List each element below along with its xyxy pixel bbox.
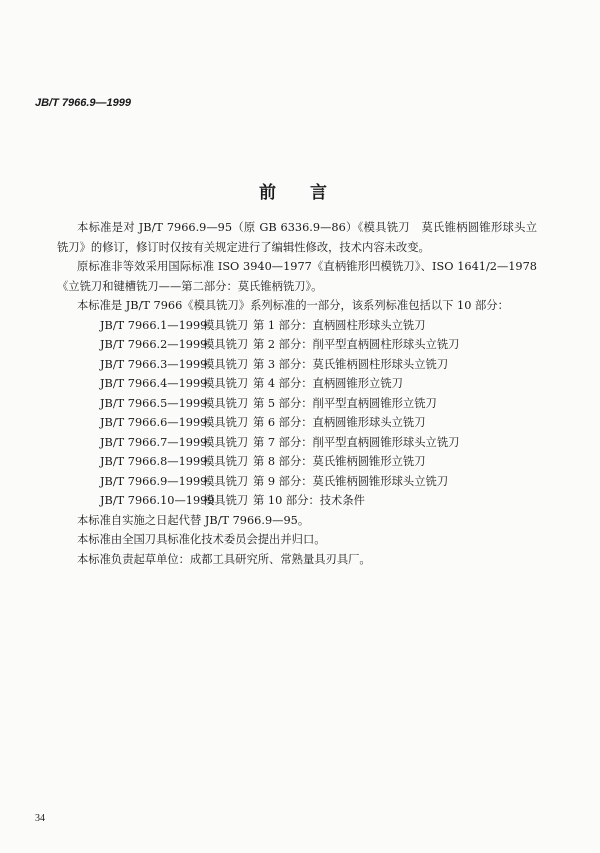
list-item-name: 模具铣刀 xyxy=(203,455,249,468)
list-item-code: JB/T 7966.8—1999 xyxy=(100,455,208,468)
paragraph: 本标准由全国刀具标准化技术委员会提出并归口。 xyxy=(77,533,326,546)
list-item-part: 第 9 部分：莫氏锥柄圆锥形球头立铣刀 xyxy=(253,474,449,488)
list-item-code: JB/T 7966.7—1999 xyxy=(100,435,208,449)
list-item-part: 第 8 部分：莫氏锥柄圆锥形立铣刀 xyxy=(253,455,426,468)
list-item-name: 模具铣刀 xyxy=(203,474,249,488)
list-item-part: 第 2 部分：削平型直柄圆柱形球头立铣刀 xyxy=(253,338,460,351)
list-item-code: JB/T 7966.6—1999 xyxy=(100,416,208,429)
list-item xyxy=(57,491,537,511)
list-item xyxy=(57,374,537,394)
list-item-code: JB/T 7966.5—1999 xyxy=(100,396,208,410)
paragraph: 原标准非等效采用国际标准 ISO 3940—1977《直柄锥形凹模铣刀》、ISO 1641/2—1978《立铣刀和键槽铣刀——第二部分：莫氏锥柄铣刀》。 xyxy=(57,260,537,293)
list-item-part: 第 1 部分：直柄圆柱形球头立铣刀 xyxy=(253,318,426,332)
list-item-part: 第 5 部分：削平型直柄圆锥形立铣刀 xyxy=(253,396,437,410)
list-item-code: JB/T 7966.4—1999 xyxy=(100,377,208,390)
list-item-part: 第 10 部分：技术条件 xyxy=(253,494,365,507)
list-item-code: JB/T 7966.3—1999 xyxy=(100,357,208,371)
list-item-code: JB/T 7966.10—1999 xyxy=(100,494,215,507)
list-item xyxy=(57,394,537,414)
list-item xyxy=(57,472,537,492)
list-item-name: 模具铣刀 xyxy=(203,494,249,507)
list-item-name: 模具铣刀 xyxy=(203,435,249,449)
list-item-name: 模具铣刀 xyxy=(203,377,249,390)
list-item xyxy=(57,433,537,453)
list-item-name: 模具铣刀 xyxy=(203,338,249,351)
foreword-body xyxy=(57,218,537,569)
list-item xyxy=(57,335,537,355)
list-item xyxy=(57,452,537,472)
list-item xyxy=(57,316,537,336)
page-number: 34 xyxy=(35,813,45,824)
paragraph: 本标准是对 JB/T 7966.9—95（原 GB 6336.9—86）《模具铣刀 莫氏锥柄圆锥形球头立铣刀》的修订，修订时仅按有关规定进行了编辑性修改，技术内容未改变。 xyxy=(57,221,537,254)
list-item-name: 模具铣刀 xyxy=(203,318,249,332)
page-title: 前 言 xyxy=(259,183,341,203)
standard-parts-list xyxy=(57,316,537,511)
list-item-part: 第 3 部分：莫氏锥柄圆柱形球头立铣刀 xyxy=(253,357,449,371)
paragraph: 本标准负责起草单位：成都工具研究所、常熟量具刃具厂。 xyxy=(77,552,371,566)
list-item-name: 模具铣刀 xyxy=(203,357,249,371)
list-item-code: JB/T 7966.9—1999 xyxy=(100,474,208,488)
standard-header: JB/T 7966.9—1999 xyxy=(35,97,132,109)
list-item-part: 第 6 部分：直柄圆锥形球头立铣刀 xyxy=(253,416,426,429)
list-item-code: JB/T 7966.2—1999 xyxy=(100,338,208,351)
list-item xyxy=(57,413,537,433)
list-item-part: 第 7 部分：削平型直柄圆锥形球头立铣刀 xyxy=(253,435,460,449)
list-item-name: 模具铣刀 xyxy=(203,416,249,429)
paragraph: 本标准自实施之日起代替 JB/T 7966.9—95。 xyxy=(77,513,310,527)
paragraph: 本标准是 JB/T 7966《模具铣刀》系列标准的一部分，该系列标准包括以下 10 部分： xyxy=(77,299,509,312)
list-item-name: 模具铣刀 xyxy=(203,396,249,410)
list-item-code: JB/T 7966.1—1999 xyxy=(100,318,208,332)
list-item xyxy=(57,355,537,375)
list-item-part: 第 4 部分：直柄圆锥形立铣刀 xyxy=(253,377,403,390)
